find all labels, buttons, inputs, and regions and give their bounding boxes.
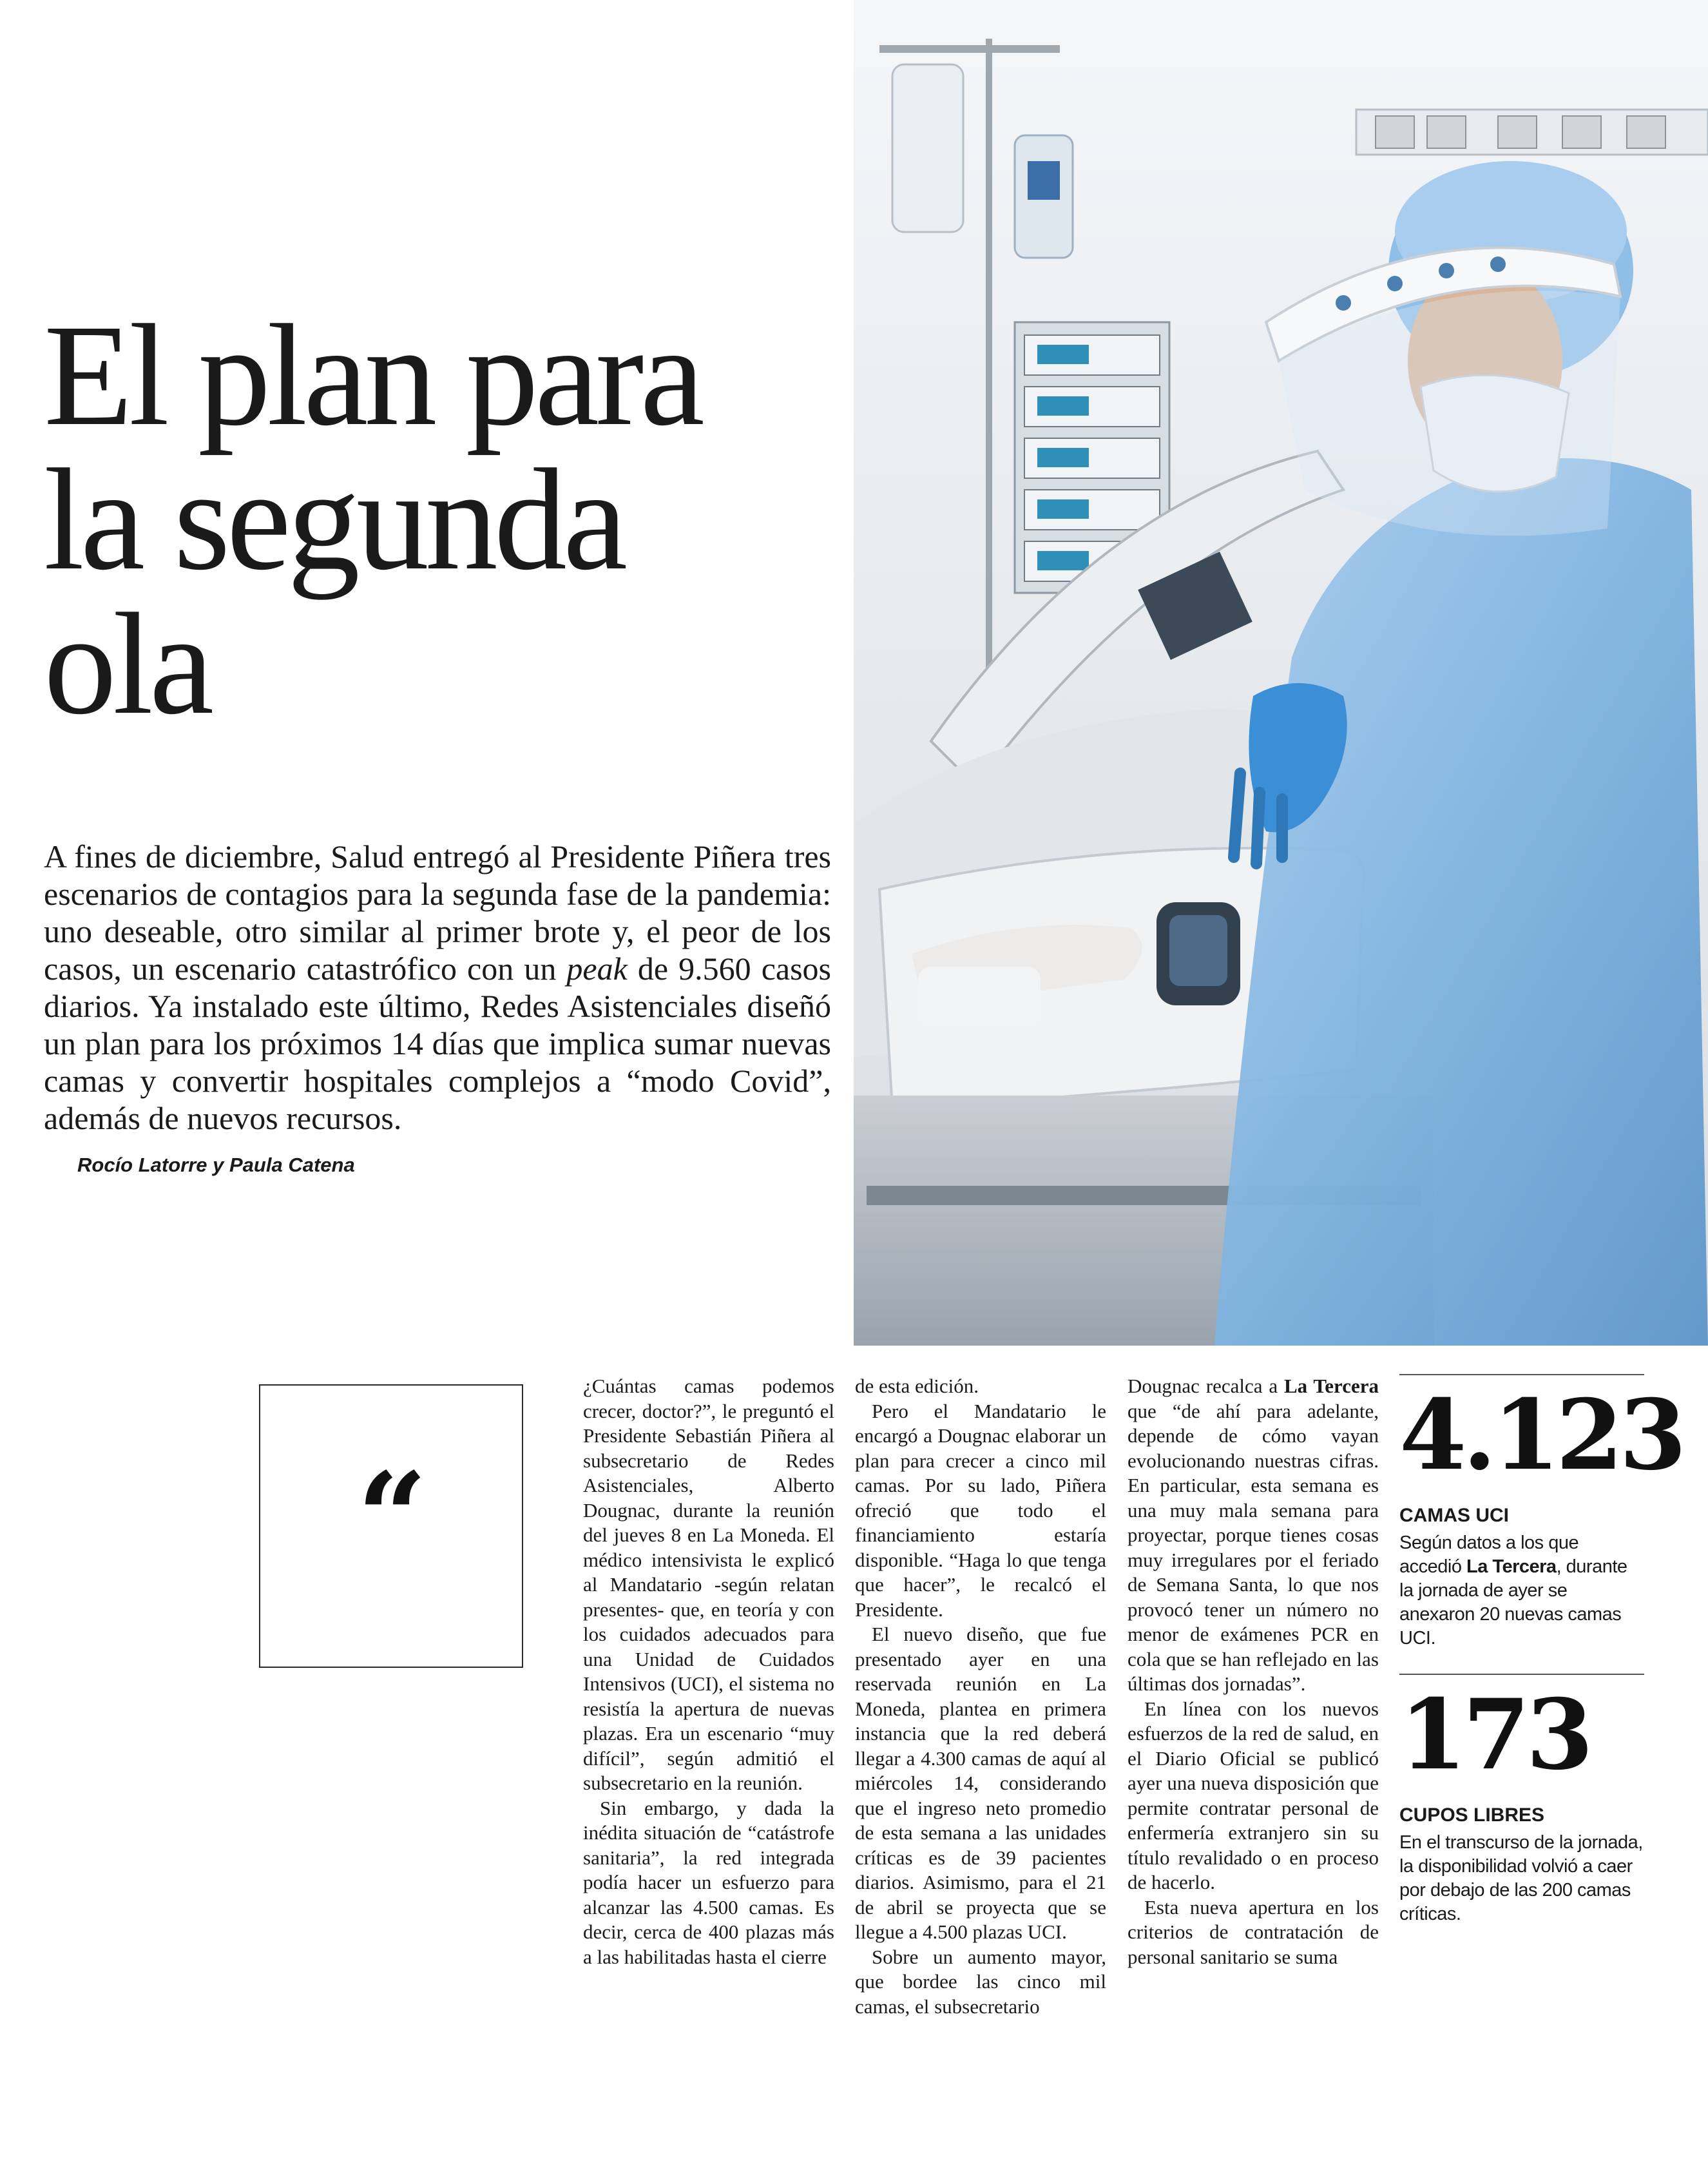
body-column-1 — [583, 1374, 834, 1969]
stat-label-camas-uci: CAMAS UCI — [1399, 1505, 1509, 1526]
lead-text-1: A fines de diciembre, Salud entregó al Presidente Piñera tres escenarios de contagios para la segunda fase de la pandemia: uno deseable, otro similar al primer brote y, el peor de los casos, un escenario catastrófico con un — [44, 838, 831, 987]
stat-block-2 — [1399, 1674, 1644, 1926]
lead-paragraph — [44, 838, 831, 1137]
stats-sidebar — [1399, 1374, 1683, 1926]
body-paragraph: Esta nueva apertura en los criterios de contratación de personal sanitario se suma — [1127, 1895, 1379, 1968]
publication-name: La Tercera — [1466, 1556, 1557, 1577]
lead-italic-word: peak — [566, 951, 628, 987]
body-paragraph — [1127, 1374, 1379, 1697]
stat-value-camas-uci: 4.123 — [1399, 1378, 1683, 1492]
body-paragraph: Sin embargo, y dada la inédita situación de “catástrofe sanitaria”, la red integrada podía hacer un esfuerzo para alcanzar las 4.500 camas. Es decir, cerca de 400 plazas más a las habilitadas hasta el cierre — [583, 1796, 834, 1968]
stat-value-cupos-libres: 173 — [1399, 1678, 1590, 1792]
stat-text: Según datos a los que accedió — [1399, 1533, 1579, 1577]
headline — [44, 295, 817, 744]
body-column-2 — [855, 1374, 1106, 2019]
stat-description-camas-uci — [1399, 1531, 1644, 1650]
headline-line-2: la segunda — [44, 439, 624, 600]
publication-name: La Tercera — [1283, 1375, 1379, 1397]
body-paragraph: Sobre un aumento mayor, que bordee las cinco mil camas, el subsecretario — [855, 1945, 1106, 2018]
body-column-3 — [1127, 1374, 1379, 1969]
quote-mark-icon: “ — [357, 1446, 428, 1589]
byline: Rocío Latorre y Paula Catena — [77, 1154, 355, 1176]
body-paragraph: de esta edición. — [855, 1375, 979, 1397]
divider — [1399, 1374, 1644, 1375]
body-text: Dougnac recalca a — [1127, 1375, 1284, 1397]
body-text: que “de ahí para adelante, depende de cómo vayan evolucionando nuestras cifras. En particular, esta semana es una muy mala semana para proyectar, porque tienes cosas muy irregulares por el feriado de Semana Santa, lo que nos provocó tener un número no menor de exámenes PCR en cola que se han reflejado en las últimas dos jornadas”. — [1127, 1399, 1379, 1695]
stat-label-cupos-libres: CUPOS LIBRES — [1399, 1804, 1545, 1826]
lead-text-2: de 9.560 casos diarios. Ya instalado este último, Redes Asistenciales diseñó un plan para los próximos 14 días que implica sumar nuevas camas y convertir hospitales complejos a “modo Covid”, además de nuevos recursos. — [44, 951, 832, 1136]
headline-line-3: ola — [44, 583, 211, 744]
pull-quote-box — [259, 1384, 523, 1668]
icu-scene-illustration — [854, 0, 1708, 1346]
body-paragraph: El nuevo diseño, que fue presentado ayer en una reservada reunión en La Moneda, plantea en primera instancia que la red deberá llegar a 4.300 camas de aquí al miércoles 14, considerando que el ingreso neto promedio de esta semana a las unidades críticas es de 39 pacientes diarios. Asimismo, para el 21 de abril se proyecta que se llegue a 4.500 plazas UCI. — [855, 1623, 1106, 1943]
divider — [1399, 1674, 1644, 1675]
icu-photo — [854, 0, 1708, 1346]
body-paragraph: Pero el Mandatario le encargó a Dougnac elaborar un plan para crecer a cinco mil camas. Por su lado, Piñera ofreció que todo el financiamiento estaría disponible. “Haga lo que tenga que hacer”, le recalcó el Presidente. — [855, 1399, 1106, 1621]
stat-text: , durante la jornada de ayer se anexaron 20 nuevas camas UCI. — [1399, 1556, 1627, 1649]
body-paragraph: En línea con los nuevos esfuerzos de la red de salud, en el Diario Oficial se publicó ayer una nueva disposición que permite contratar personal de enfermería extranjero sin su título revalidado o en proceso de hacerlo. — [1127, 1697, 1379, 1893]
stat-description-cupos-libres: En el transcurso de la jornada, la disponibilidad volvió a caer por debajo de las 200 camas críticas. — [1399, 1832, 1643, 1924]
body-paragraph: ¿Cuántas camas podemos crecer, doctor?”, le preguntó el Presidente Sebastián Piñera al subsecretario de Redes Asistenciales, Alberto Dougnac, durante la reunión del jueves 8 en La Moneda. El médico intensivista le explicó al Mandatario -según relatan presentes- que, en teoría y con los cuidados adecuados para una Unidad de Cuidados Intensivos (UCI), el sistema no resistía la apertura de nuevas plazas. Era un escenario “muy difícil”, según admitió el subsecretario en la reunión. — [583, 1375, 834, 1794]
headline-line-1: El plan para — [44, 295, 701, 456]
